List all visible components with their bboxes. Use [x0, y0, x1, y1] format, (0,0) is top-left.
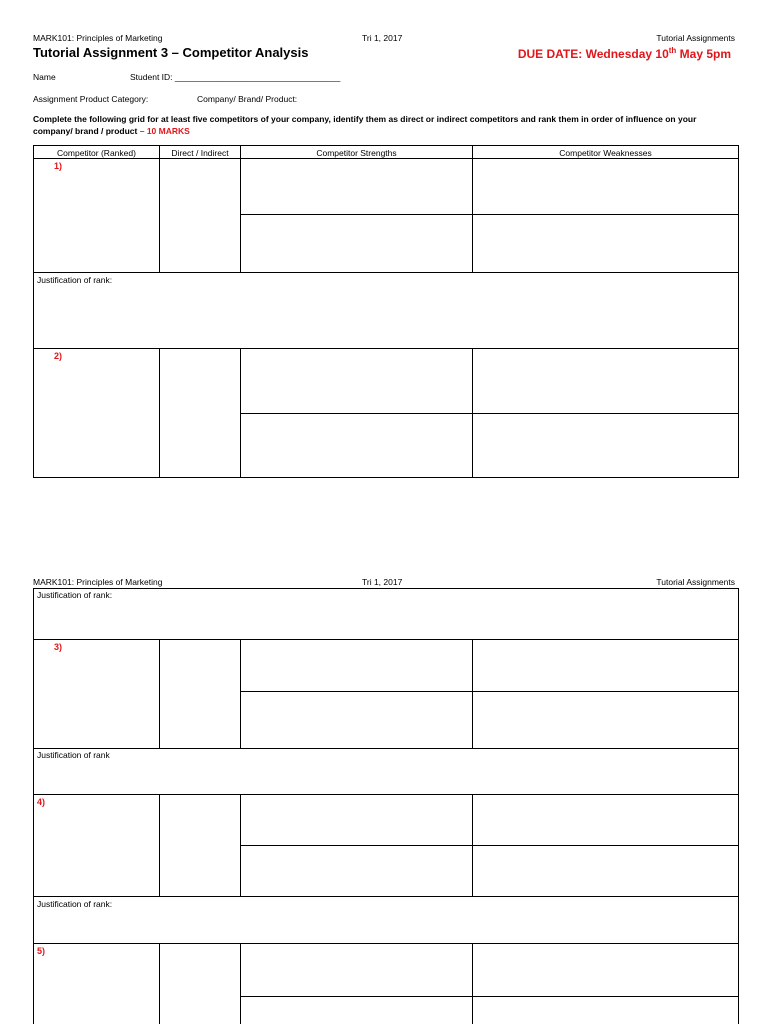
table-line [240, 943, 241, 1024]
table-line [33, 748, 739, 749]
table-line [33, 588, 34, 1024]
student-id-label: Student ID: ___________________________________ [130, 72, 341, 82]
table-line [472, 943, 473, 1024]
table-line [240, 639, 241, 749]
course-header: MARK101: Principles of Marketing [33, 33, 163, 43]
table-line [33, 158, 739, 159]
table-line [33, 145, 739, 146]
header-direct-indirect: Direct / Indirect [171, 148, 229, 158]
table-line [33, 943, 739, 944]
table-line [33, 896, 739, 897]
instructions [33, 113, 733, 137]
table-line [240, 691, 739, 692]
rank-number: 4) [37, 797, 46, 807]
table-line [240, 348, 241, 478]
section-header: Tutorial Assignments [656, 577, 735, 587]
table-line [472, 639, 473, 749]
section-header: Tutorial Assignments [656, 33, 735, 43]
table-line [33, 477, 739, 478]
rank-number: 1) [54, 161, 63, 171]
rank-number: 2) [54, 351, 63, 361]
table-line [240, 214, 739, 215]
due-date-prefix: DUE DATE: Wednesday 10 [517, 47, 669, 61]
table-line [159, 639, 160, 749]
header-weaknesses: Competitor Weaknesses [559, 148, 652, 158]
table-line [159, 348, 160, 478]
table-line [472, 145, 473, 273]
table-line [240, 413, 739, 414]
course-header: MARK101: Principles of Marketing [33, 577, 163, 587]
due-date-sup: th [668, 46, 677, 55]
company-label: Company/ Brand/ Product: [197, 94, 298, 104]
table-line [159, 794, 160, 897]
table-line [240, 794, 241, 897]
table-line [472, 348, 473, 478]
header-competitor-ranked: Competitor (Ranked) [57, 148, 136, 158]
table-line [240, 845, 739, 846]
due-date-suffix: May 5pm [676, 47, 731, 61]
table-line [738, 588, 739, 1024]
table-line [33, 348, 739, 349]
table-line [33, 145, 34, 478]
justification-label: Justification of rank: [37, 899, 113, 909]
table-line [240, 145, 241, 273]
rank-number: 5) [37, 946, 46, 956]
term-header: Tri 1, 2017 [362, 33, 403, 43]
table-line [240, 996, 739, 997]
justification-label: Justification of rank [37, 750, 110, 760]
page-title: Tutorial Assignment 3 – Competitor Analysis [33, 45, 309, 60]
due-date [518, 46, 731, 61]
table-line [33, 639, 739, 640]
table-line [33, 588, 739, 589]
table-line [159, 943, 160, 1024]
marks-label: – 10 MARKS [139, 126, 190, 136]
header-strengths: Competitor Strengths [316, 148, 397, 158]
rank-number: 3) [54, 642, 63, 652]
table-line [33, 272, 739, 273]
name-label: Name [33, 72, 56, 82]
justification-label: Justification of rank: [37, 590, 113, 600]
instructions-text: Complete the following grid for at least five competitors of your company, identify them as direct or indirect competitors and rank them in order of influence on your company/ brand / product [33, 114, 697, 136]
table-line [738, 145, 739, 478]
justification-label: Justification of rank: [37, 275, 113, 285]
table-line [159, 145, 160, 273]
table-line [472, 794, 473, 897]
category-label: Assignment Product Category: [33, 94, 149, 104]
table-line [33, 794, 739, 795]
term-header: Tri 1, 2017 [362, 577, 403, 587]
